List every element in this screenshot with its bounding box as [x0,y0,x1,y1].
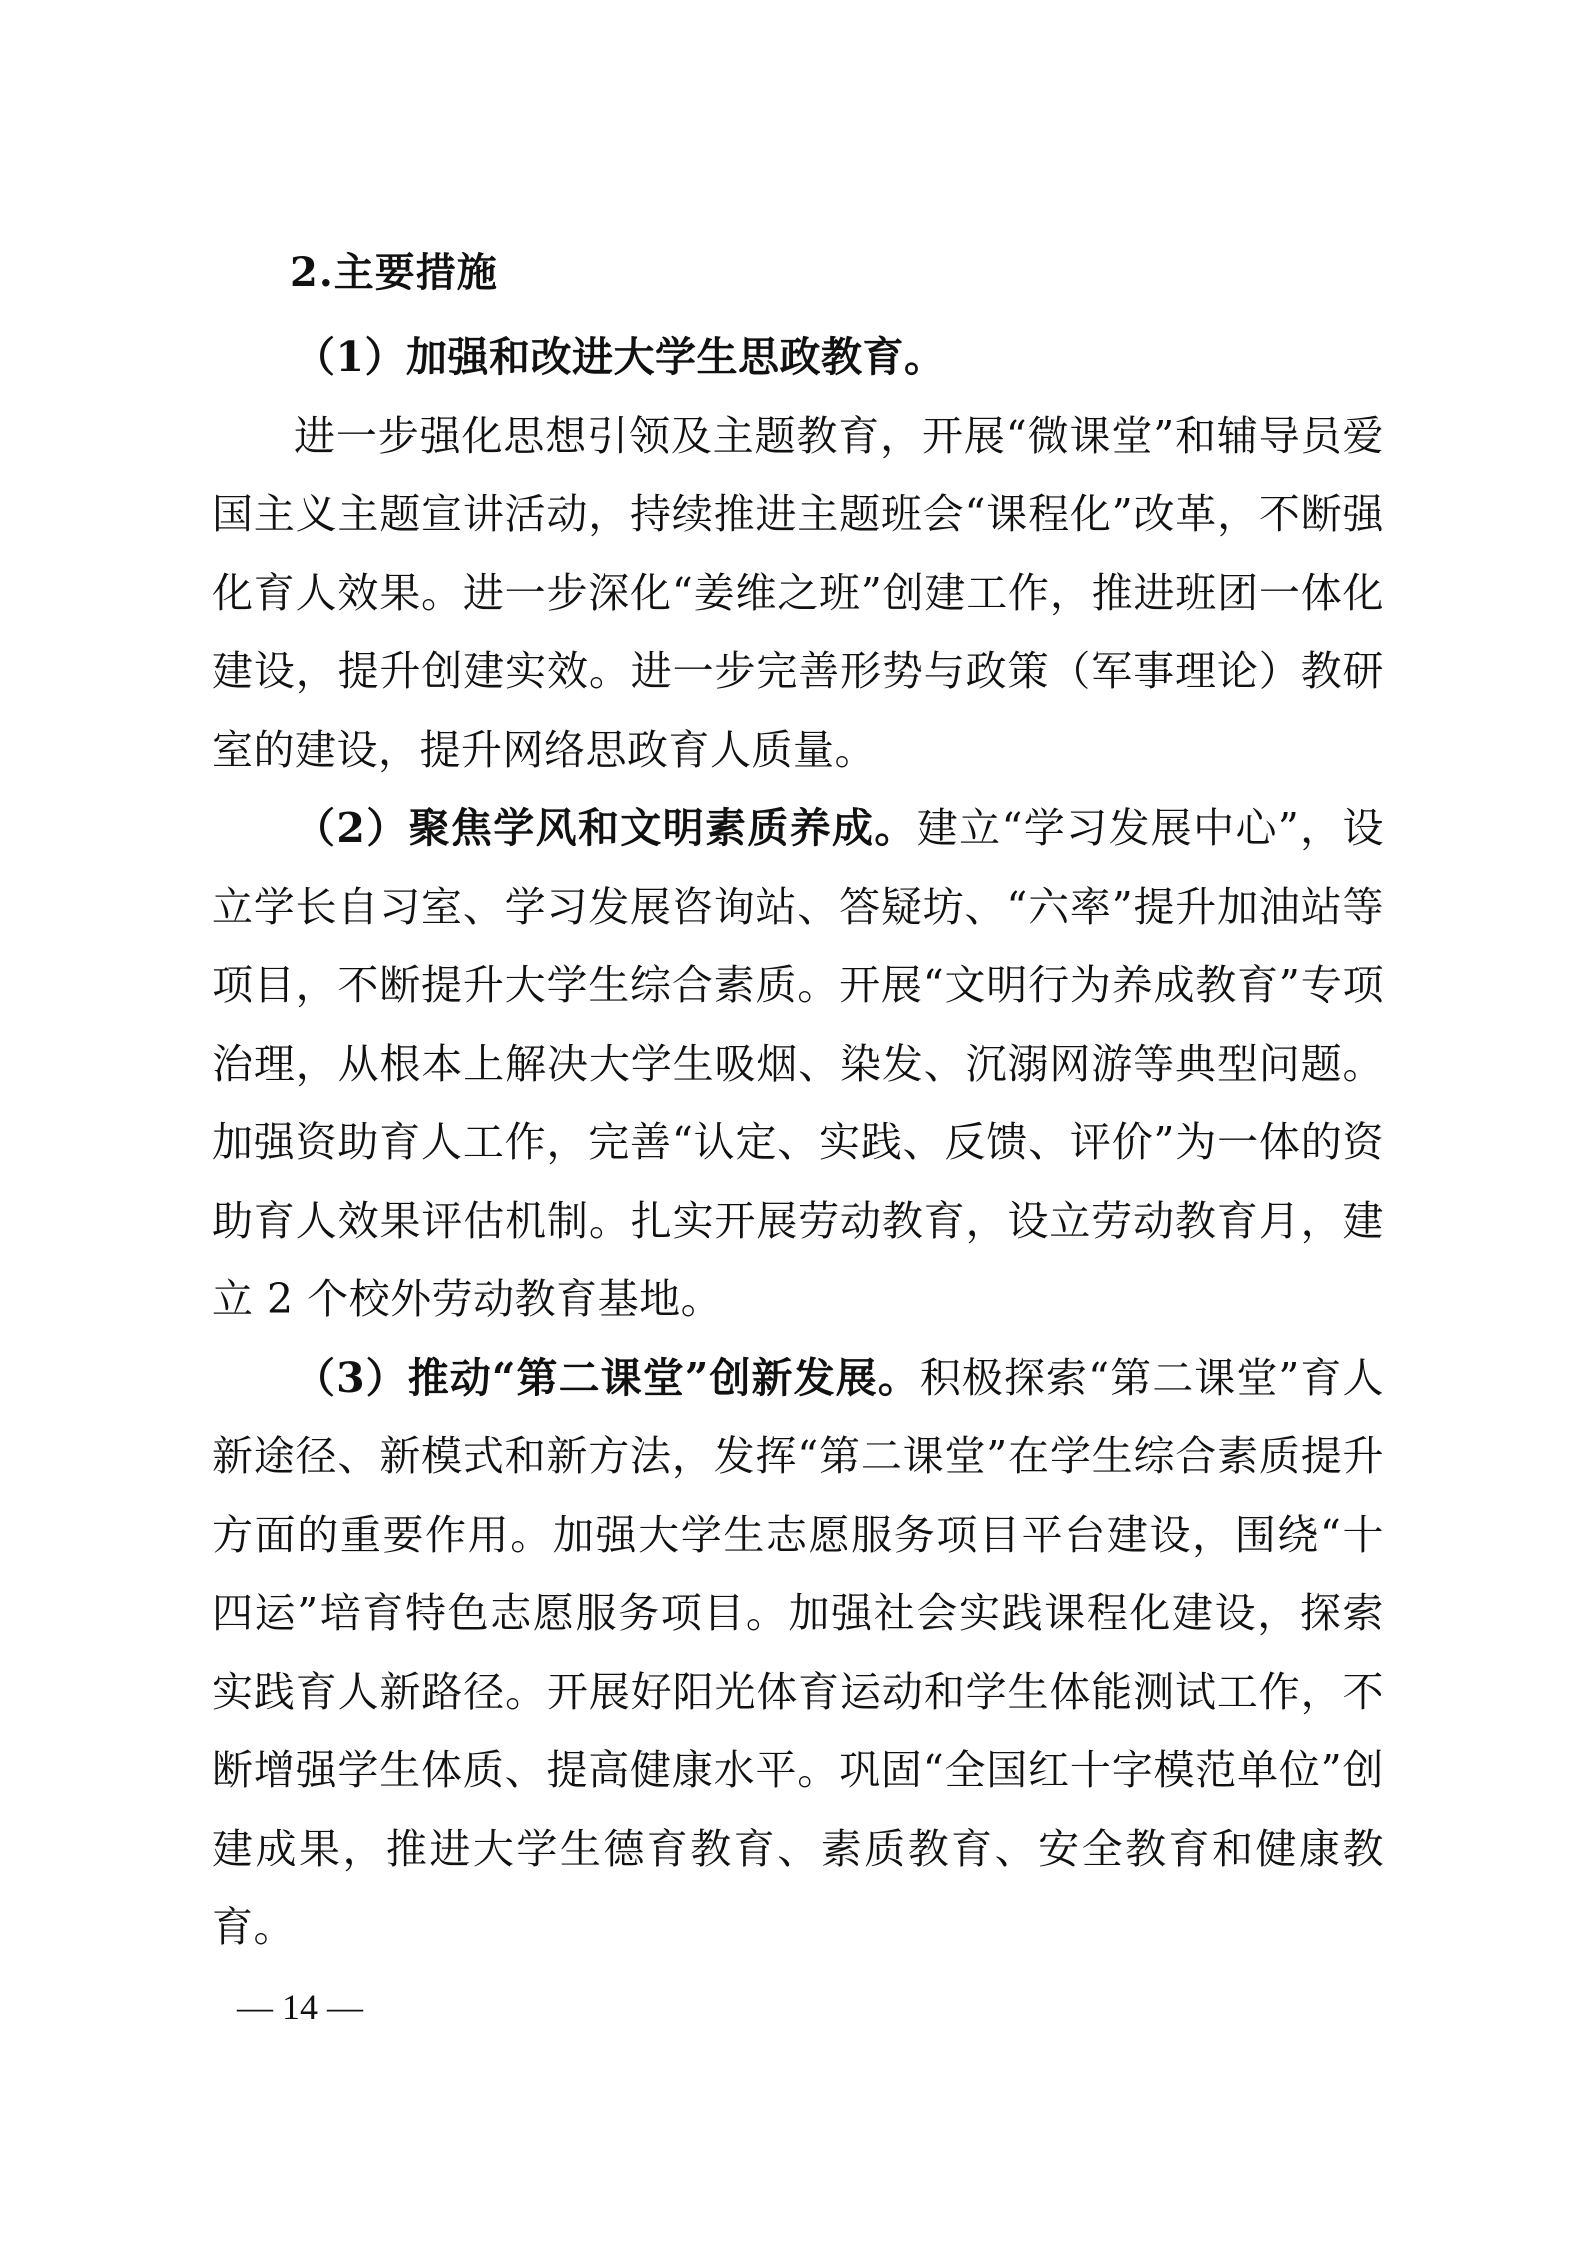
paragraph-2 [212,789,1384,1339]
subheading-1: （1）加强和改进大学生思政教育。 [294,333,946,381]
page-number: — 14 — [237,1987,363,2027]
document-body [212,318,1384,1967]
paragraph-1: 进一步强化思想引领及主题教育，开展“微课堂”和辅导员爱国主义主题宣讲活动，持续推进主题班会“课程化”改革，不断强化育人效果。进一步深化“姜维之班”创建工作，推进班团一体化建设，提升创建实效。进一步完善形势与政策（军事理论）教研室的建设，提升网络思政育人质量。 [212,411,1384,774]
paragraph-2-lead: （2）聚焦学风和文明素质养成。 [294,804,917,852]
paragraph-2-body: 建立“学习发展中心”，设立学长自习室、学习发展咨询站、答疑坊、“六率”提升加油站等项目，不断提升大学生综合素质。开展“文明行为养成教育”专项治理，从根本上解决大学生吸烟、染发、沉溺网游等典型问题。加强资助育人工作，完善“认定、实践、反馈、评价”为一体的资助育人效果评估机制。扎实开展劳动教育，设立劳动教育月，建立 2 个校外劳动教育基地。 [212,804,1384,1323]
paragraph-3 [212,1339,1384,1967]
section-heading: 2.主要措施 [290,249,498,296]
paragraph-3-lead: （3）推动“第二课堂”创新发展。 [294,1353,920,1402]
paragraph-3-body: 积极探索“第二课堂”育人新途径、新模式和新方法，发挥“第二课堂”在学生综合素质提升方面的重要作用。加强大学生志愿服务项目平台建设，围绕“十四运”培育特色志愿服务项目。加强社会实践课程化建设，探索实践育人新路径。开展好阳光体育运动和学生体能测试工作，不断增强学生体质、提高健康水平。巩固“全国红十字模范单位”创建成果，推进大学生德育教育、素质教育、安全教育和健康教育。 [212,1353,1384,1951]
